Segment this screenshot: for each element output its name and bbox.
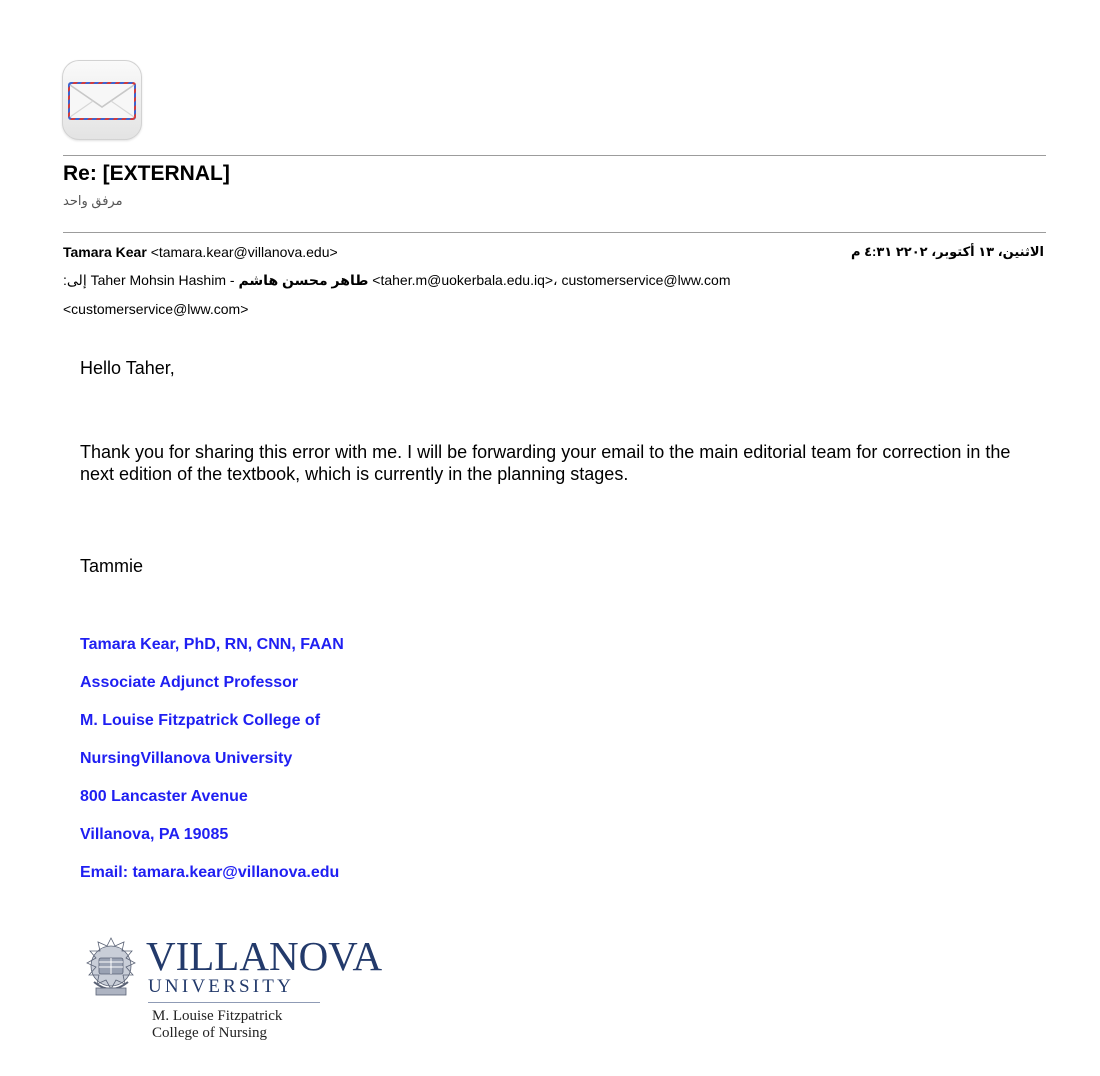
email-paragraph: Thank you for sharing this error with me. I will be forwarding your email to the main editorial team for correction in the next edition of the textbook, which is currently in the planning stages. [80,442,1011,484]
recipients-line-continued [63,301,248,317]
attachment-count-label: مرفق واحد [63,193,123,208]
recipient-name[interactable]: Taher Mohsin Hashim - [90,272,239,288]
sender-name: Tamara Kear [63,244,147,260]
signature-city: Villanova, PA 19085 [80,826,229,843]
logo-divider [148,1002,320,1003]
header-divider-bottom [63,232,1046,233]
header-divider-top [63,155,1046,156]
recipient-emails[interactable]: <taher.m@uokerbala.edu.iq>، customerservice@lww.com [368,272,731,288]
email-closing: Tammie [80,556,144,576]
email-subject: Re: [EXTERNAL] [63,162,230,185]
email-greeting: Hello Taher, [80,358,175,378]
villanova-seal-icon [78,932,144,1002]
logo-subtitle: UNIVERSITY [148,976,294,997]
mail-app-icon [62,60,142,140]
signature-name: Tamara Kear, PhD, RN, CNN, FAAN [80,636,344,653]
to-label: إلى: [63,272,87,288]
recipient-email[interactable]: <customerservice@lww.com> [63,301,249,317]
logo-college-line1: M. Louise Fitzpatrick [152,1008,283,1024]
email-signature [80,626,344,892]
signature-college-line1: M. Louise Fitzpatrick College of [80,712,321,729]
signature-address: 800 Lancaster Avenue [80,788,248,805]
envelope-icon [62,60,142,140]
recipient-arabic-name[interactable]: طاهر محسن هاشم [238,272,369,288]
logo-wordmark: VILLANOVA [146,933,383,979]
signature-title: Associate Adjunct Professor [80,674,299,691]
sender-line [63,244,338,260]
recipients-line [63,272,731,289]
signature-email[interactable]: Email: tamara.kear@villanova.edu [80,864,340,881]
sender-email[interactable]: <tamara.kear@villanova.edu> [150,244,338,260]
sent-date: الاثنين، ١٣ أكتوبر، ٢٢٠٢ ٤:٣١ م [850,244,1044,259]
logo-college [152,1008,282,1042]
attachment-count[interactable] [63,193,123,209]
signature-college-line2: NursingVillanova University [80,750,293,767]
logo-college-line2: College of Nursing [152,1025,267,1041]
villanova-logo [78,932,383,1062]
